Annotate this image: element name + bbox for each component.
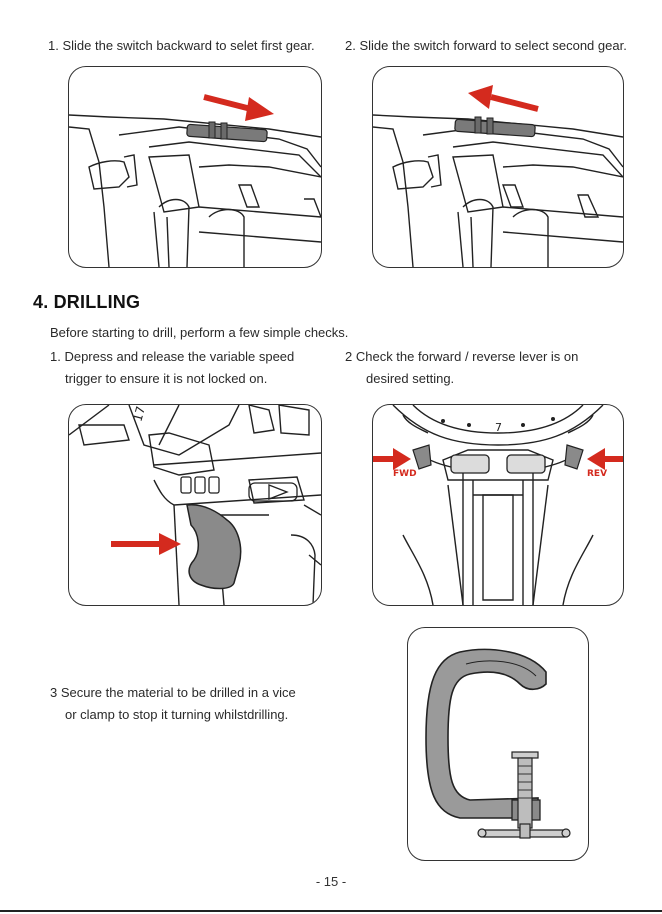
dial-dot-left (441, 419, 445, 423)
check-1-line-1: 1. Depress and release the variable speed (50, 349, 295, 364)
lever-left (413, 445, 431, 469)
check-2-line-2: desired setting. (366, 371, 455, 386)
clamp-screw (478, 752, 570, 838)
clutch-setting-number: 17 (130, 405, 148, 424)
arrow-right-icon (111, 533, 181, 555)
arrow-right-icon (373, 448, 411, 470)
check-3-line-2: or clamp to stop it turning whilstdrilling. (65, 707, 289, 722)
lever-right (565, 445, 583, 469)
gear-step-2-text: 2. Slide the switch forward to select second gear. (345, 38, 627, 53)
figure-trigger (68, 404, 322, 606)
gear-switch (187, 122, 268, 142)
figure-gear-second (372, 66, 624, 268)
gear-switch (455, 117, 536, 137)
arrow-left-icon (468, 85, 538, 109)
section-intro: Before starting to drill, perform a few simple checks. (50, 325, 349, 340)
dial-dot-right (521, 423, 525, 427)
page-number: - 15 - (315, 874, 347, 889)
fwd-label: FWD (393, 469, 417, 479)
trigger (187, 505, 241, 589)
dial-dot-mid (467, 423, 471, 427)
speed-buttons (181, 477, 219, 493)
figure-clamp (407, 627, 589, 861)
section-title: 4. DRILLING (33, 292, 141, 312)
c-clamp-illustration (408, 628, 588, 860)
arrow-right-icon (204, 97, 274, 121)
lever-buttons (451, 455, 545, 473)
arrow-left-icon (587, 448, 623, 470)
rev-label: REV (587, 469, 608, 479)
dial-dot-far (551, 417, 555, 421)
drill-top-illustration-1 (69, 67, 321, 267)
figure-gear-first (68, 66, 322, 268)
footer-rule (0, 910, 662, 912)
figure-direction-lever (372, 404, 624, 606)
drill-top-illustration-2 (373, 67, 623, 267)
check-1-line-2: trigger to ensure it is not locked on. (65, 371, 268, 386)
check-2-line-1: 2 Check the forward / reverse lever is on (345, 349, 579, 364)
drill-lever-illustration (373, 405, 623, 605)
dial-setting-number: 7 (495, 421, 502, 434)
check-3-line-1: 3 Secure the material to be drilled in a vice (50, 685, 296, 700)
gear-step-1-text: 1. Slide the switch backward to selet first gear. (48, 38, 315, 53)
drill-trigger-illustration (69, 405, 321, 605)
